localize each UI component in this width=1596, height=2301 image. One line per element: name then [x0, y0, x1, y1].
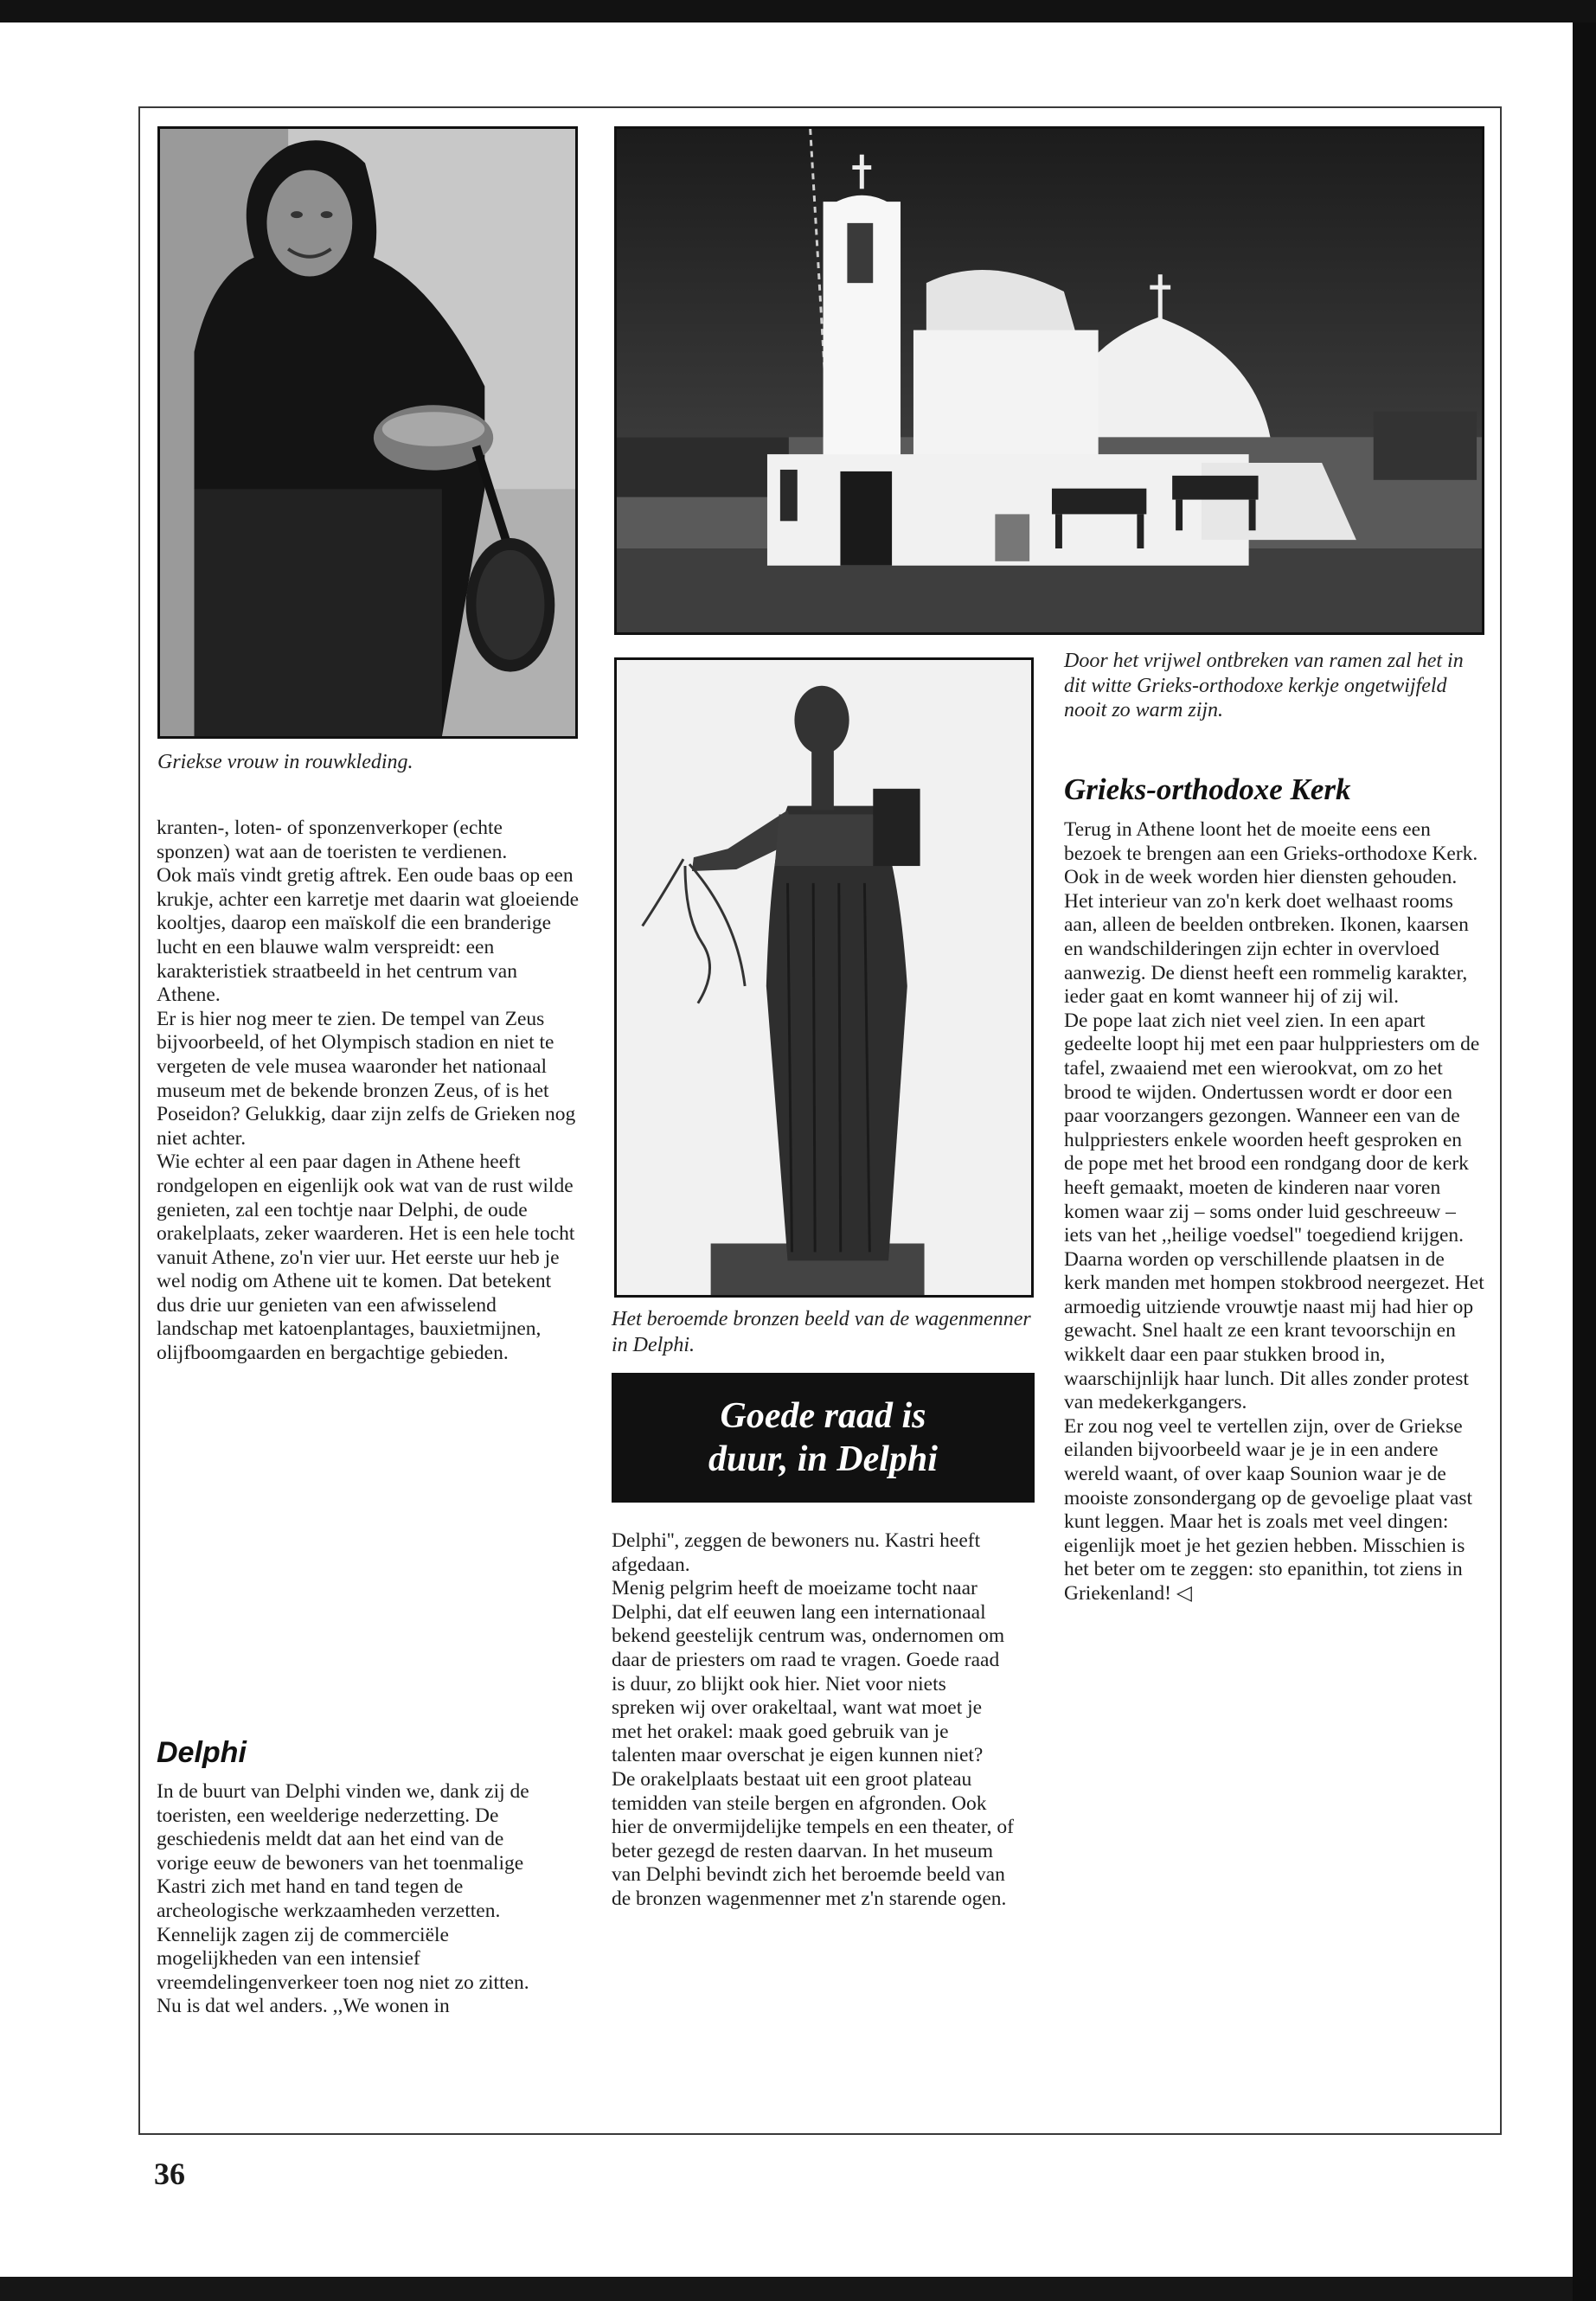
col3-paragraph-2: Ook in de week worden hier diensten gehouden. Het interieur van zo'n kerk doet welhaast rooms aan, alleen de beelden ontbreken. Ikonen, kaarsen en wandschilderingen zijn echter in overvloed aanwezig. De dienst heeft een rommelig karakter, ieder gaat en komt wanneer hij of zij wil. — [1064, 866, 1469, 1009]
page-number: 36 — [154, 2157, 185, 2191]
col3-paragraph-5: Er zou nog veel te vertellen zijn, over de Griekse eilanden bijvoorbeeld waar je je in een andere wereld waant, of over kaap Sounion waar je de mooiste zonsondergang op de gevoelige plaat vast kunt leggen. Maar het is zoals met veel dingen: eigenlijk moet je het gezien hebben. Misschien is het beter om te zeggen: sto epanithin, tot ziens in Griekenland! ◁ — [1064, 1414, 1473, 1605]
col1-paragraph-5: In de buurt van Delphi vinden we, dank zij de toeristen, een weelderige nederzetting. De geschiedenis meldt dat aan het eind van de vorige eeuw de bewoners van het toenmalige Kastri zich met hand en tand tegen de archeologische werkzaamheden verzetten. Kennelijk zagen zij de commerciële mogelijkheden van een intensief vreemdelingenverkeer toen nog niet zo zitten. Nu is dat wel anders. ,,We wonen in — [157, 1780, 529, 2018]
caption-woman: Griekse vrouw in rouwkleding. — [157, 751, 413, 773]
caption-church: Door het vrijwel ontbreken van ramen zal het in dit witte Grieks-orthodoxe kerkje ongetwijfeld nooit zo warm zijn. — [1064, 650, 1464, 721]
scan-border-bottom — [0, 2277, 1573, 2301]
banner-line-1: Goede raad is — [720, 1396, 926, 1436]
col1-paragraph-2: Ook maïs vindt gretig aftrek. Een oude baas op een krukje, achter een karretje met daarin wat gloeiende kooltjes, daarop een maïskolf die een branderige lucht en een blauwe walm verspreidt: een karakteristiek straatbeeld in het centrum van Athene. — [157, 864, 580, 1007]
caption-statue: Het beroemde bronzen beeld van de wagenmenner in Delphi. — [612, 1308, 1031, 1356]
col2-paragraph-2: Menig pelgrim heeft de moeizame tocht naar Delphi, dat elf eeuwen lang een internationaal bekend geestelijk centrum was, ondernomen om daar de priesters om raad te vragen. Goede raad is duur, zo blijkt ook hier. Niet voor niets spreken wij over orakeltaal, want wat moet je met het orakel: maak goed gebruik van je talenten maar overschat je eigen kunnen niet? — [612, 1577, 1005, 1767]
photo-charioteer-statue — [614, 657, 1034, 1298]
col3-paragraph-1: Terug in Athene loont het de moeite eens een bezoek te brengen aan een Grieks-orthodoxe Kerk. — [1064, 818, 1478, 865]
banner-line-2: duur, in Delphi — [708, 1439, 938, 1479]
photo-orthodox-church — [614, 126, 1484, 635]
heading-greek-orthodox-church: Grieks-orthodoxe Kerk — [1064, 772, 1351, 806]
scan-border-right — [1573, 22, 1596, 2301]
col1-paragraph-3: Er is hier nog meer te zien. De tempel van Zeus bijvoorbeeld, of het Olympisch stadion en niet te vergeten de vele musea waaronder het nationaal museum met de bekende bronzen Zeus, of is het Poseidon? Gelukkig, daar zijn zelfs de Grieken nog niet achter. — [157, 1007, 576, 1150]
col1-paragraph-4: Wie echter al een paar dagen in Athene heeft rondgelopen en eigenlijk ook wat van de rust wilde genieten, zal een tochtje naar Delphi, de oude orakelplaats, zeker waarderen. Het is een hele tocht vanuit Athene, zo'n vier uur. Het eerste uur heb je wel nodig om Athene uit te komen. Dat betekent dus drie uur genieten van een afwisselend landschap met katoenplantages, bauxietmijnen, olijfboomgaarden en bergachtige gebieden. — [157, 1150, 575, 1365]
col3-paragraph-4: Daarna worden op verschillende plaatsen in de kerk manden met hompen stokbrood neergezet. Het armoedig uitziende vrouwtje naast mij had hier op gewacht. Snel haalt ze een krant tevoorschijn en wikkelt daar een paar stukken brood in, waarschijnlijk haar lunch. Dit alles zonder protest van medekerkgangers. — [1064, 1247, 1484, 1414]
photo-woman-mourning — [157, 126, 578, 739]
column-2-text — [612, 1529, 1014, 1912]
col1-paragraph-1: kranten-, loten- of sponzenverkoper (echte sponzen) wat aan de toeristen te verdienen. — [157, 817, 508, 863]
col2-paragraph-1: Delphi'', zeggen de bewoners nu. Kastri heeft afgedaan. — [612, 1529, 981, 1576]
heading-delphi: Delphi — [157, 1736, 247, 1769]
banner-heading — [612, 1373, 1035, 1503]
scan-border-top — [0, 0, 1596, 22]
col2-paragraph-3: De orakelplaats bestaat uit een groot plateau temidden van steile bergen en afgronden. Ook hier de onvermijdelijke tempels en een theater, of beter gezegd de resten daarvan. In het museum van Delphi bevindt zich het beroemde beeld van de bronzen wagenmenner met z'n starende ogen. — [612, 1767, 1014, 1910]
col3-paragraph-3: De pope laat zich niet veel zien. In een apart gedeelte loopt hij met een paar hulppriesters om de tafel, zwaaiend met een wierookvat, om zo het brood te wijden. Ondertussen wordt er door een paar voorzangers gezongen. Wanneer een van de hulppriesters enkele woorden heeft gesproken en de pope met het brood een rondgang door de kerk heeft gemaakt, moeten de kinderen naar voren komen waar zij – soms onder luid geschreeuw – iets van het ,,heilige voedsel'' toegediend krijgen. — [1064, 1009, 1480, 1247]
column-1-text — [157, 817, 580, 1366]
column-3-text — [1064, 818, 1484, 1606]
column-1-text-lower — [157, 1780, 550, 2019]
